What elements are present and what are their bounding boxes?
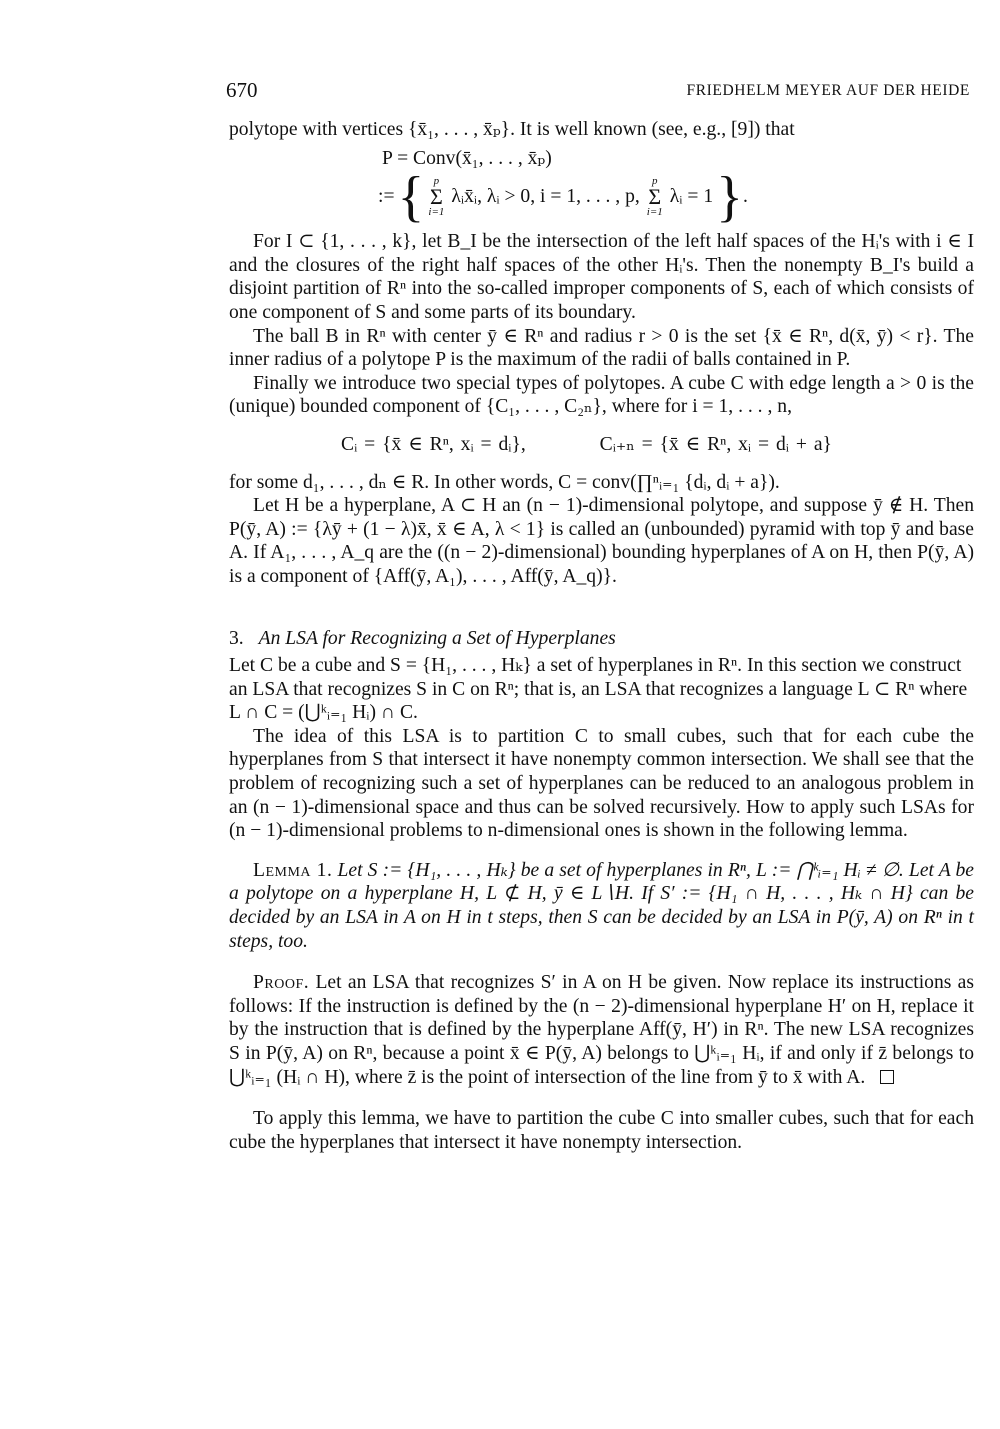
paragraph-ball-definition: The ball B in Rⁿ with center ȳ ∈ Rⁿ and radius r > 0 is the set {x̄ ∈ Rⁿ, d(x̄, ȳ) < r}. The inner radius of a polytope P is the maximum of the radii of balls contained in P. — [229, 325, 974, 371]
assign-symbol: := — [378, 186, 395, 208]
equation-term-1: λᵢx̄ᵢ, λᵢ > 0, i = 1, . . . , p, — [451, 186, 640, 208]
lemma-1 — [229, 859, 974, 953]
sum-upper-limit: p — [652, 175, 658, 188]
paragraph-improper-components: For I ⊂ {1, . . . , k}, let B_I be the intersection of the left half spaces of the Hᵢ's with i ∈ I and the closures of the right half spaces of the other Hᵢ's. Then the nonempty B_I's build a disjoint partition of Rⁿ into the so-called improper components of S, each of which consists of one component of S and some parts of its boundary. — [229, 231, 974, 323]
summation-2 — [647, 176, 663, 218]
sum-upper-limit: p — [433, 175, 440, 188]
equation-period: . — [743, 186, 748, 208]
paragraph-pyramid: Let H be a hyperplane, A ⊂ H an (n − 1)-dimensional polytope, and suppose ȳ ∉ H. Then P(ȳ, A) := {λȳ + (1 − λ)x̄, x̄ ∈ A, λ < 1} is called an (unbounded) pyramid with top ȳ and base A. If A₁, . . . , A_q are the ((n − 2)-dimensional) bounding hyperplanes of A on H, then P(ȳ, A) is a component of {Aff(ȳ, A₁), . . . , Aff(ȳ, A_q)}. — [229, 495, 974, 587]
text-body — [229, 118, 974, 1154]
page-number: 670 — [226, 78, 258, 102]
equation-ci-plus-n: Cᵢ₊ₙ = {x̄ ∈ Rⁿ, xᵢ = dᵢ + a} — [599, 433, 832, 455]
paragraph-cube-definition: Finally we introduce two special types of polytopes. A cube C with edge length a > 0 is the (unique) bounded component of {C₁, . . . , C₂ₙ}, where for i = 1, . . . , n, — [229, 372, 974, 418]
right-brace: } — [716, 166, 744, 229]
sum-lower-limit: i=1 — [428, 206, 445, 219]
section-title: An LSA for Recognizing a Set of Hyperplanes — [258, 627, 616, 649]
sigma-symbol: Σ — [429, 184, 443, 210]
summation-1 — [428, 176, 444, 218]
left-brace: { — [397, 166, 425, 229]
proof — [229, 971, 974, 1089]
section-heading — [229, 627, 974, 651]
paragraph-idea: The idea of this LSA is to partition C to small cubes, such that for each cube the hyperplanes from S that intersect it have nonempty common intersection. We shall see that the problem of recognizing such a set of hyperplanes can be reduced to an analogous problem in an (n − 1)-dimensional space and thus can be solved recursively. How to apply such LSAs for (n − 1)-dimensional problems to n-dimensional ones is shown in the following lemma. — [229, 725, 974, 842]
equation-term-2: λᵢ = 1 — [669, 186, 714, 208]
paragraph-apply-lemma: To apply this lemma, we have to partition the cube C into smaller cubes, such that for each cube the hyperplanes that intersect it have nonempty intersection. — [229, 1108, 974, 1153]
equation-ci: Cᵢ = {x̄ ∈ Rⁿ, xᵢ = dᵢ}, — [341, 433, 526, 455]
paragraph-intro: polytope with vertices {x̄₁, . . . , x̄ₚ}. It is well known (see, e.g., [9]) that — [229, 119, 795, 140]
section-number: 3. — [229, 627, 244, 649]
equation-conv: P = Conv(x̄₁, . . . , x̄ₚ) — [382, 147, 552, 169]
proof-label: Proof. — [253, 972, 310, 994]
paragraph-section-intro: Let C be a cube and S = {H₁, . . . , Hₖ} a set of hyperplanes in Rⁿ. In this section we construct an LSA that recognizes S in C on Rⁿ; that is, an LSA that recognizes a language L ⊂ Rⁿ where L ∩ C = (⋃ᵏᵢ₌₁ Hᵢ) ∩ C. — [229, 655, 968, 724]
lemma-label: Lemma 1. — [253, 859, 333, 881]
equation-cube-faces — [341, 433, 974, 457]
running-header — [226, 78, 970, 104]
running-head-author: FRIEDHELM MEYER AUF DER HEIDE — [686, 82, 970, 99]
sigma-symbol: Σ — [648, 184, 662, 210]
paragraph-for-some: for some d₁, . . . , dₙ ∈ R. In other words, C = conv(∏ⁿᵢ₌₁ {dᵢ, dᵢ + a}). — [229, 471, 780, 493]
proof-text: Let an LSA that recognizes S′ in A on H be given. Now replace its instructions as follows: If the instruction is defined by the (n − 2)-dimensional hyperplane H′ on H, replace it by the instruction that is defined by the hyperplane Aff(ȳ, H′) in Rⁿ. The new LSA recognizes S in P(ȳ, A) on Rⁿ, because a point x̄ ∈ P(ȳ, A) belongs to ⋃ᵏᵢ₌₁ Hᵢ, if and only if z̄ belongs to ⋃ᵏᵢ₌₁ (Hᵢ ∩ H), where z̄ is the point of intersection of the line from ȳ to x̄ with A. — [229, 972, 974, 1088]
equation-conv-definition — [375, 166, 974, 229]
lemma-text: Let S := {H₁, . . . , Hₖ} be a set of hyperplanes in Rⁿ, L := ⋂ᵏᵢ₌₁ Hᵢ ≠ ∅. Let A be a polytope on a hyperplane H, L ⊄ H, ȳ ∈ L∖H. If S′ := {H₁ ∩ H, . . . , Hₖ ∩ H} can be decided by an LSA in A on H in t steps, then S can be decided by an LSA in P(ȳ, A) on Rⁿ in t steps, too. — [229, 859, 974, 952]
qed-box-icon — [880, 1070, 894, 1084]
sum-lower-limit: i=1 — [646, 206, 663, 219]
